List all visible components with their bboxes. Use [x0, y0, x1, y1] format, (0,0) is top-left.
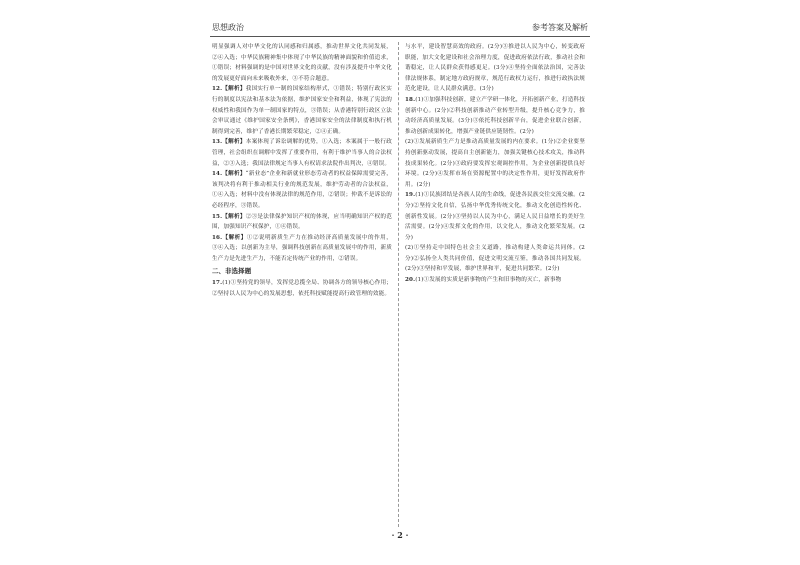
right-column: [405, 42, 585, 527]
paragraph-text: 我国实行单一制的国家结构形式，①错误；特别行政区实行的制度以宪法和基本法为依据，维护国家安全和利益，体现了宪法的权威性和我国作为单一制国家的特点，③错误；从香港特别行政区立法会审议通过《维护国家安全条例》，香港国家安全的法律制度和执行机制得到完善，维护了香港长期繁荣稳定，②④正确。: [212, 86, 392, 135]
question-number: 12.: [212, 86, 223, 93]
answer-paragraph: [212, 137, 392, 169]
left-column: [212, 42, 392, 527]
paragraph-text: 本案体现了诉讼调解的优势，①入选；本案属于一般行政管理，社会组织在调解中发挥了重要作用，有利于维护当事人的合法权益，②③入选；我国法律规定当事人有权请求法院作出判决，④错误。: [212, 139, 392, 167]
answer-paragraph: [212, 233, 392, 265]
analysis-tag: 【解析】: [222, 234, 247, 241]
answer-paragraph: [212, 212, 392, 233]
answer-paragraph: [405, 275, 585, 286]
paragraph-text: (1)①发展的实质是新事物的产生和旧事物的灭亡，新事物: [415, 277, 562, 284]
analysis-tag: 【解析】: [222, 171, 246, 178]
answer-paragraph: [212, 169, 392, 211]
page-number: · 2 ·: [391, 530, 409, 540]
answer-paragraph: [405, 95, 585, 137]
paragraph-text: ②③是法律保护知识产权的体现，应当明确知识产权的范围，加强知识产权保护，①④错误。: [212, 213, 392, 231]
answer-paragraph: [405, 190, 585, 243]
question-number: 15.: [212, 213, 223, 220]
column-divider: [398, 42, 399, 527]
answer-paragraph: [405, 243, 585, 275]
paragraph-text: (1)①民族团结是各族人民的生命线，促进各民族交往交流交融。(2分)②坚持文化自信，弘扬中华优秀传统文化，推动文化创造性转化、创新性发展。(2分)③坚持以人民为中心，满足人民日益增长的美好生活需要。(2分)④发挥文化的作用，以文化人，推动文化繁荣发展。(2分): [405, 192, 585, 241]
question-number: 14.: [212, 171, 223, 178]
paragraph-text: (1)①坚持党的领导，发挥党总揽全局、协调各方的领导核心作用；②坚持以人民为中心的发展思想，依托科技赋能提高行政管理的效能。: [212, 280, 392, 297]
header-section: 参考答案及解析: [532, 23, 588, 32]
analysis-tag: 【解析】: [222, 86, 246, 93]
paragraph-text: “新业态”企业和新就业形态劳动者的权益保障需要完善，该判决将有利于推动相关行业的规范发展，维护劳动者的合法权益，①④入选；材料中没有体现法律的规范作用，②错误；仲裁不是诉讼的必经程序，③错误。: [212, 171, 392, 209]
paragraph-text: (2)①发展新质生产力是推动高质量发展的内在要求。(1分)②企业要坚持创新驱动发展，提高自主创新能力，加强关键核心技术攻关，推动科技成果转化。(2分)③政府要发挥宏观调控作用，为企业创新提供良好环境。(2分)④发挥市场在资源配置中的决定性作用，更好发挥政府作用。(2分): [405, 139, 585, 188]
answer-paragraph: [405, 42, 585, 95]
answer-paragraph: [212, 278, 392, 299]
question-number: 18.: [405, 96, 416, 103]
analysis-tag: 【解析】: [222, 213, 246, 220]
paragraph-text: 明显强调人对中华文化的认同感和归属感，推动世界文化共同发展，②④入选；中华民族精神集中体现了中华民族的精神面貌和价值追求，①错误；材料强调的是中国对世界文化的贡献，没有涉及提升中华文化的发展更好面向未来吸收外来，③不符合题意。: [212, 44, 392, 82]
page-header: [210, 22, 590, 37]
paragraph-text: (1)①加强科技创新，建立产学研一体化，开拓创新产业，打造科技创新中心。(2分)②科技创新推动产业转型升级，提升核心竞争力，推动经济高质量发展。(3分)③依托科技创新平台，促进企业联合创新，推动创新成果转化，增强产业链供应链韧性。(2分): [405, 96, 585, 135]
paragraph-text: (2)①坚持走中国特色社会主义道路，推动构建人类命运共同体。(2分)②弘扬全人类共同价值，促进文明交流互鉴，推动各国共同发展。(2分)③坚持和平发展，维护世界和平，促进共同繁荣。(2分): [405, 245, 585, 273]
question-number: 20.: [405, 277, 416, 284]
question-number: 19.: [405, 192, 416, 199]
question-number: 17.: [212, 280, 223, 287]
answer-paragraph: [405, 137, 585, 190]
header-subject: 思想政治: [212, 23, 244, 32]
analysis-tag: 【解析】: [222, 139, 246, 146]
answer-paragraph: [212, 42, 392, 84]
paragraph-text: ①②说明新质生产力在推动经济高质量发展中的作用，③④入选；以创新为主导，强调科技创新在高质量发展中的作用，新质生产力是先进生产力，不能否定传统产业的作用，②错误。: [212, 234, 392, 262]
question-number: 13.: [212, 139, 223, 146]
answer-paragraph: [212, 84, 392, 137]
question-number: 16.: [212, 234, 223, 241]
paragraph-text: 与水平，建设智慧高效的政府。(2分)③推进以人民为中心，转变政府职能，加大文化建设和社会治理力度，促进政府依法行政，推动社会和谐稳定，让人民群众获得感更足。(3分)④坚持全面依法治国，完善法律法规体系，制定地方政府规章，规范行政权力运行，推进行政执法规范化建设，让人民群众满意。(3分): [405, 44, 585, 93]
section-title: 二、非选择题: [212, 267, 252, 276]
